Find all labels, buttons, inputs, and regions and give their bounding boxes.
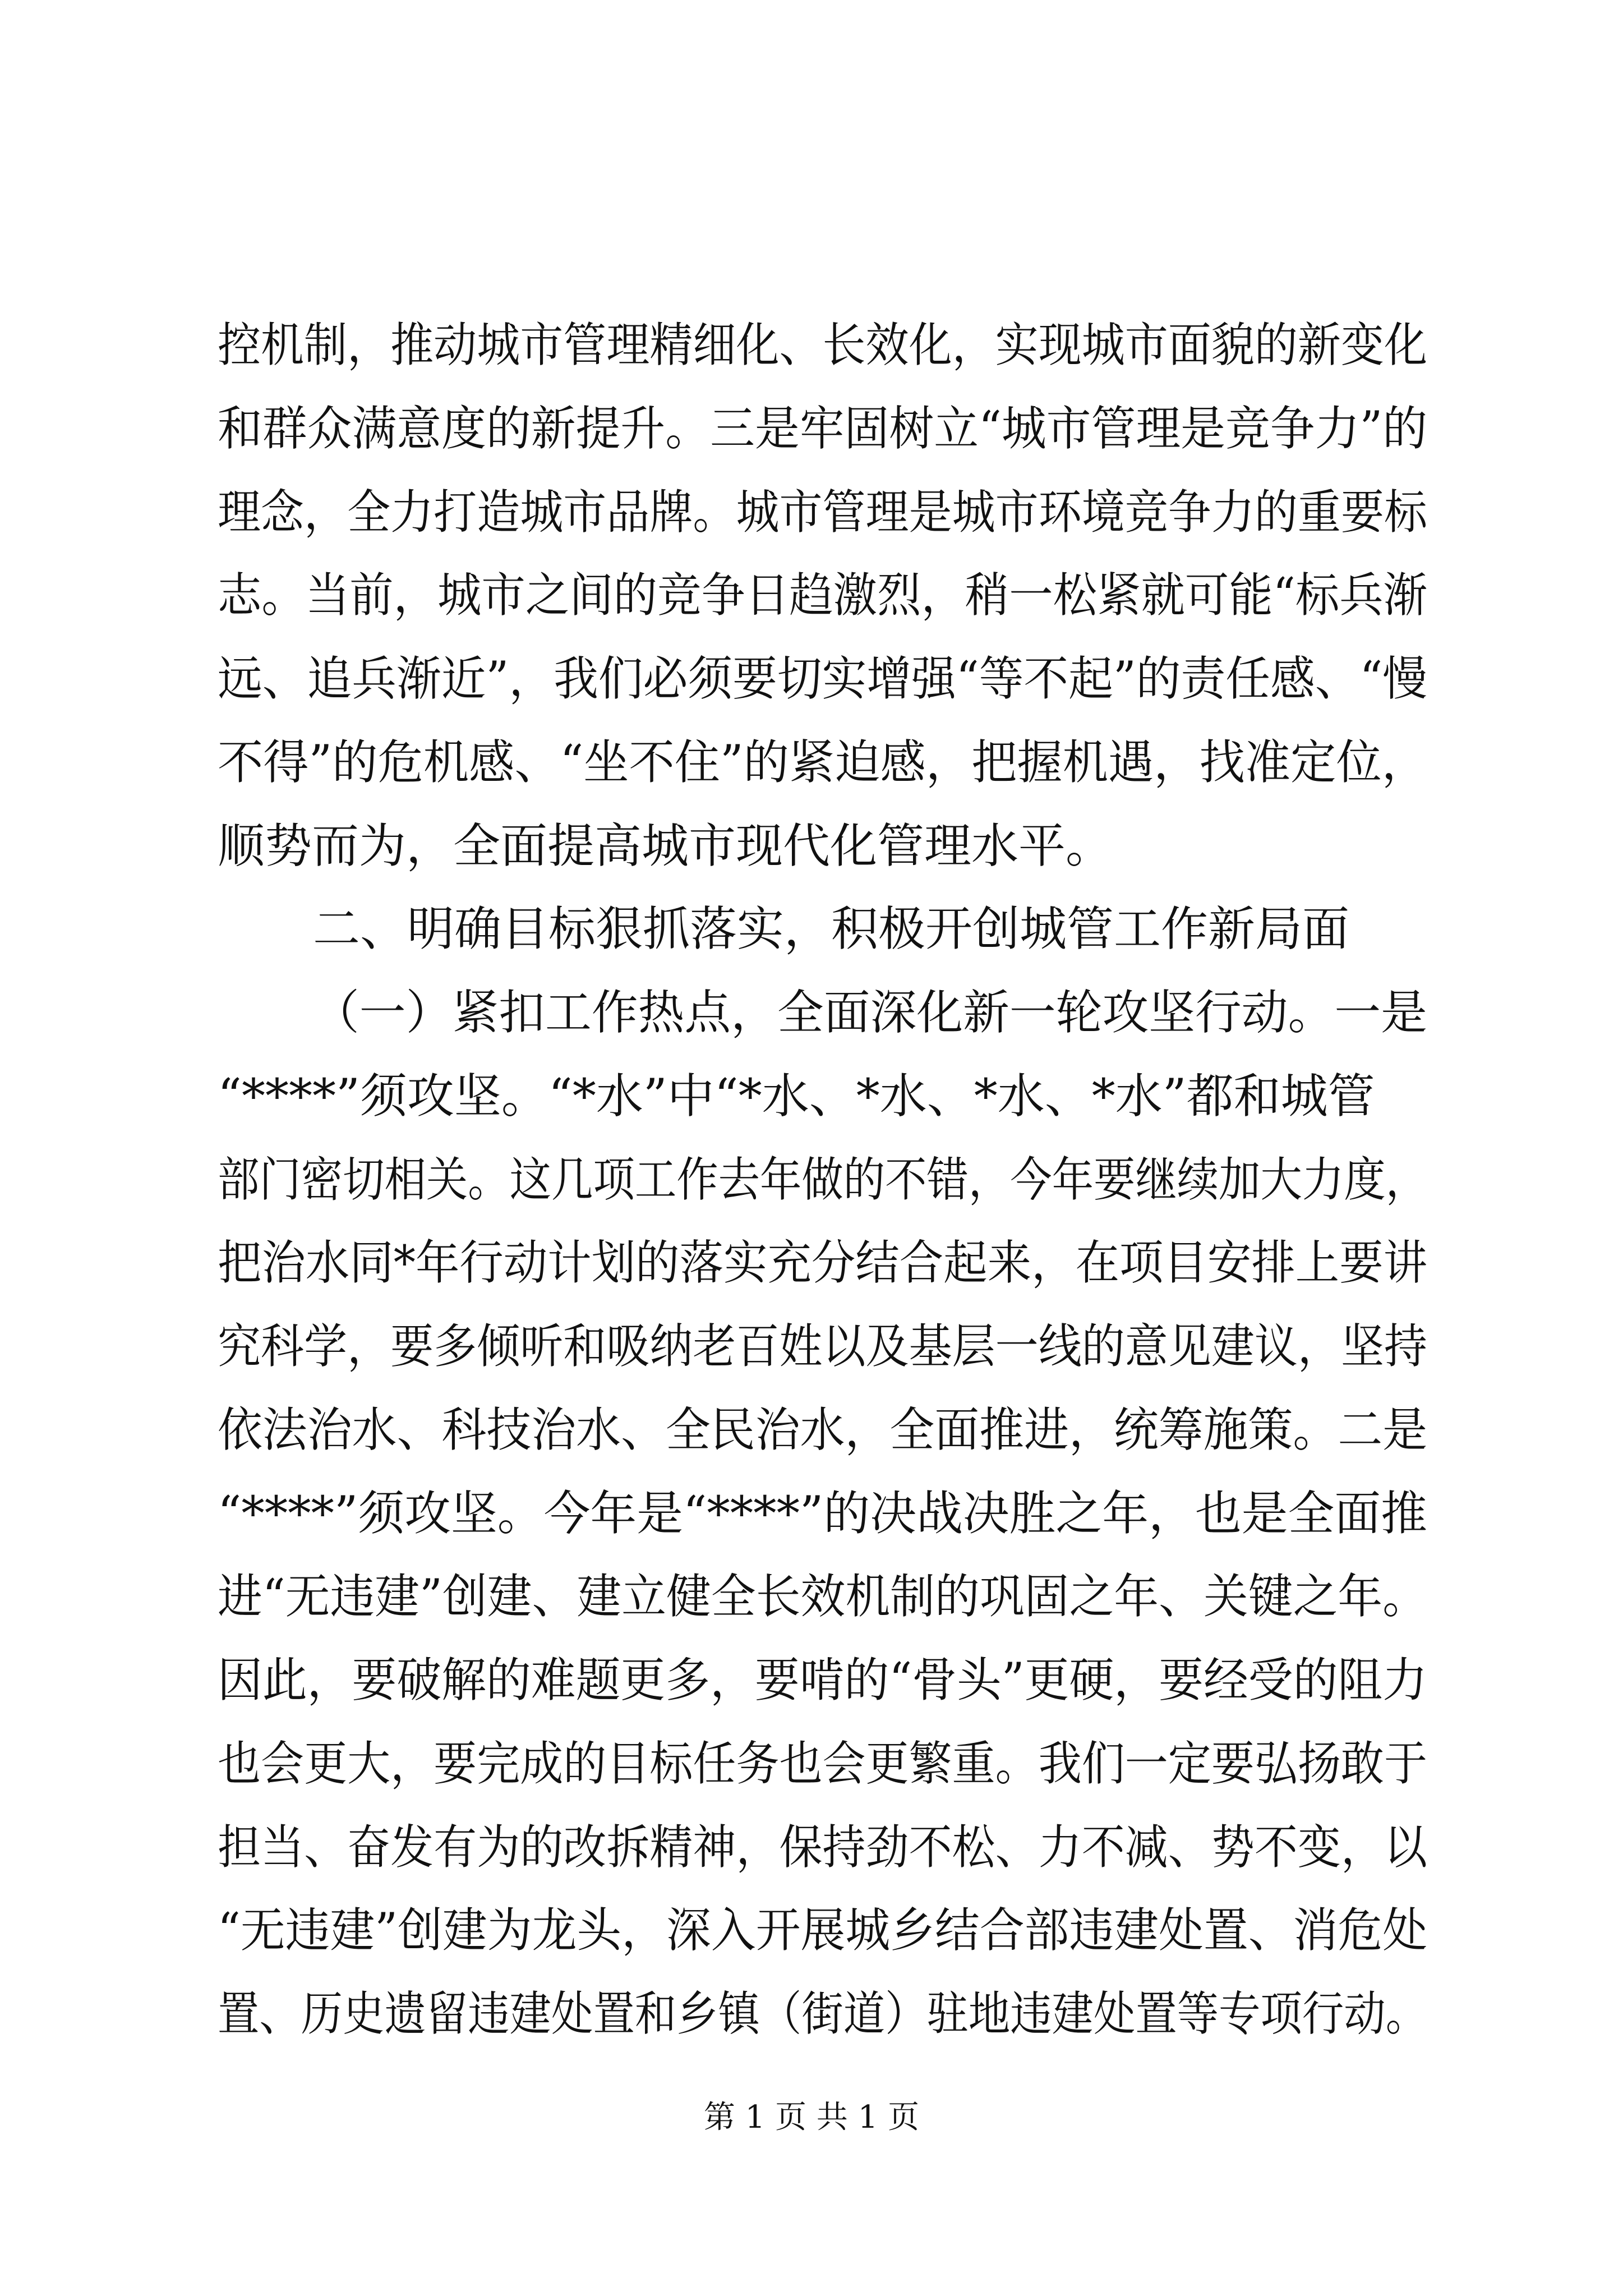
text-line-content: 依法治水、科技治水、全民治水，全面推进，统筹施策。二是 bbox=[218, 1402, 1428, 1457]
text-line bbox=[0, 1062, 1623, 1130]
text-line-content: 担当、奋发有为的改拆精神，保持劲不松、力不减、势不变，以 bbox=[218, 1820, 1428, 1875]
text-line-content: 把治水同*年行动计划的落实充分结合起来，在项目安排上要讲 bbox=[218, 1235, 1428, 1290]
text-line bbox=[0, 311, 1623, 379]
text-line bbox=[0, 1730, 1623, 1797]
text-line bbox=[0, 645, 1623, 712]
text-line-content: “无违建”创建为龙头，深入开展城乡结合部违建处置、消危处 bbox=[218, 1903, 1428, 1958]
text-line-content: “****”须攻坚。“*水”中“*水、*水、*水、*水”都和城管 bbox=[218, 1069, 1375, 1124]
text-line bbox=[0, 478, 1623, 546]
text-line bbox=[0, 1480, 1623, 1547]
text-line-content: 因此，要破解的难题更多，要啃的“骨头”更硬，要经受的阻力 bbox=[218, 1653, 1428, 1708]
text-line-content: 控机制，推动城市管理精细化、长效化，实现城市面貌的新变化 bbox=[218, 318, 1428, 372]
text-line-content: 也会更大，要完成的目标任务也会更繁重。我们一定要弘扬敢于 bbox=[218, 1736, 1428, 1791]
text-line-content: 进“无违建”创建、建立健全长效机制的巩固之年、关键之年。 bbox=[218, 1569, 1428, 1624]
text-line-content: “****”须攻坚。今年是“****”的决战决胜之年，也是全面推 bbox=[218, 1486, 1427, 1541]
text-line bbox=[0, 562, 1623, 629]
text-line bbox=[0, 1146, 1623, 1213]
text-line bbox=[0, 1897, 1623, 1964]
text-line bbox=[0, 1313, 1623, 1380]
text-line-content: 究科学，要多倾听和吸纳老百姓以及基层一线的意见建议，坚持 bbox=[218, 1319, 1428, 1374]
text-line-content: （一）紧扣工作热点，全面深化新一轮攻坚行动。一是 bbox=[313, 985, 1427, 1040]
text-line-content: 不得”的危机感、“坐不住”的紧迫感，把握机遇，找准定位， bbox=[218, 735, 1428, 790]
text-line bbox=[0, 1646, 1623, 1714]
text-line bbox=[0, 1814, 1623, 1881]
text-line-content: 部门密切相关。这几项工作去年做的不错，今年要继续加大力度， bbox=[218, 1152, 1428, 1207]
section-heading bbox=[0, 895, 1623, 963]
page-footer: 第 1 页 共 1 页 bbox=[703, 2099, 920, 2136]
text-line bbox=[0, 1980, 1623, 2047]
section-heading-content: 二、明确目标狠抓落实，积极开创城管工作新局面 bbox=[313, 901, 1350, 956]
text-line-content: 理念，全力打造城市品牌。城市管理是城市环境竞争力的重要标 bbox=[218, 485, 1428, 540]
text-line-content: 置、历史遗留违建处置和乡镇（街道）驻地违建处置等专项行动。 bbox=[218, 1986, 1428, 2041]
text-line bbox=[0, 1229, 1623, 1296]
text-line bbox=[0, 812, 1623, 880]
text-line bbox=[0, 395, 1623, 462]
text-line-content: 远、追兵渐近”，我们必须要切实增强“等不起”的责任感、“慢 bbox=[218, 651, 1428, 706]
text-line bbox=[0, 1563, 1623, 1630]
text-line bbox=[0, 729, 1623, 796]
text-line-content: 顺势而为，全面提高城市现代化管理水平。 bbox=[218, 818, 1113, 873]
text-line-content: 志。当前，城市之间的竞争日趋激烈，稍一松紧就可能“标兵渐 bbox=[218, 568, 1428, 623]
text-line bbox=[0, 979, 1623, 1046]
text-line-content: 和群众满意度的新提升。三是牢固树立“城市管理是竞争力”的 bbox=[218, 401, 1428, 456]
text-line bbox=[0, 1396, 1623, 1464]
